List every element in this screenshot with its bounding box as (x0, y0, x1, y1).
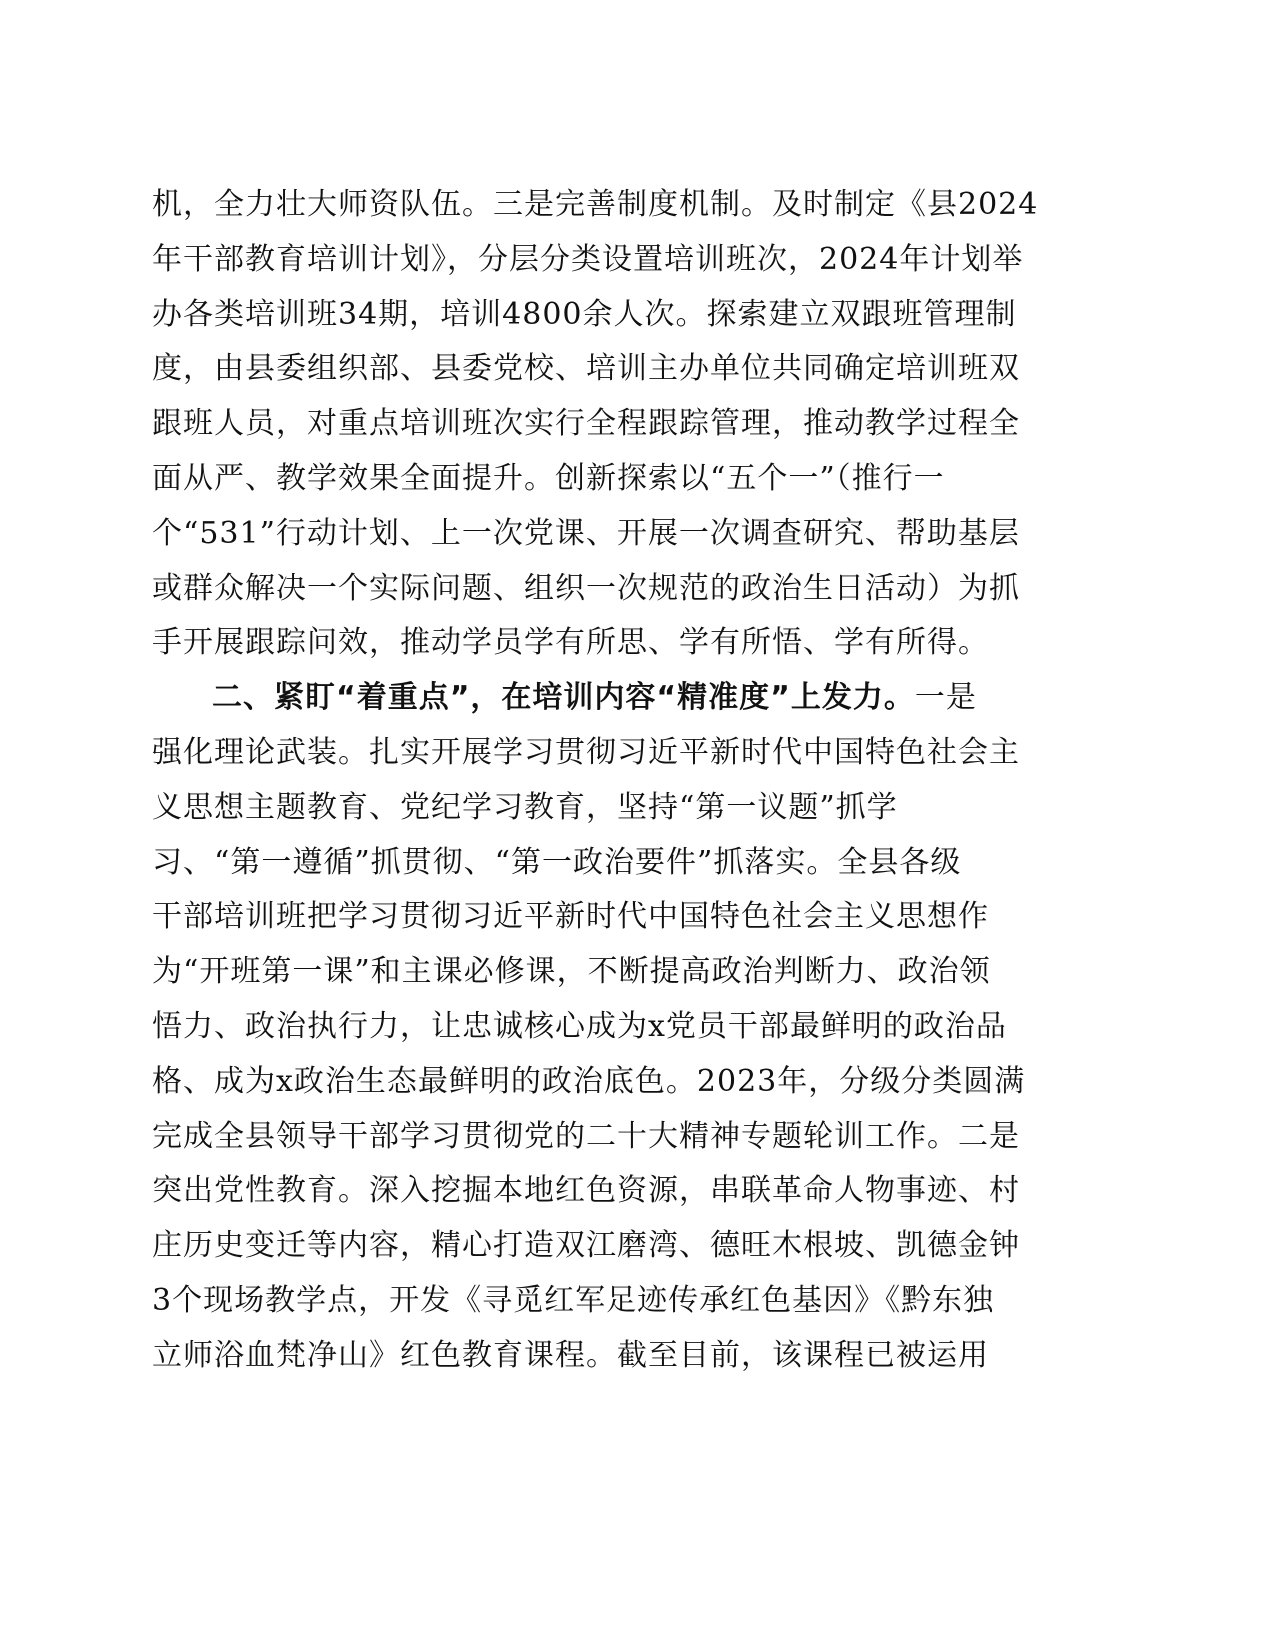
text-line: 年干部教育培训计划》，分层分类设置培训班次，2024年计划举 (152, 241, 1024, 277)
text-line: 或群众解决一个实际问题、组织一次规范的政治生日活动）为抓 (152, 570, 1020, 606)
text-line: 突出党性教育。深入挖掘本地红色资源，串联革命人物事迹、村 (152, 1173, 1020, 1209)
section-heading: 二、紧盯“着重点”，在培训内容“精准度”上发力。 (212, 680, 915, 716)
text-line: 强化理论武装。扎实开展学习贯彻习近平新时代中国特色社会主 (152, 734, 1020, 770)
text-line: 跟班人员，对重点培训班次实行全程跟踪管理，推动教学过程全 (152, 406, 1020, 442)
text-line: 庄历史变迁等内容，精心打造双江磨湾、德旺木根坡、凯德金钟 (152, 1228, 1020, 1264)
section-heading-line (152, 671, 1092, 726)
text-line: 义思想主题教育、党纪学习教育，坚持“第一议题”抓学 (152, 789, 898, 825)
text-line: 面从严、教学效果全面提升。创新探索以“五个一”（推行一 (152, 460, 945, 496)
text-line: 格、成为x政治生态最鲜明的政治底色。2023年，分级分类圆满 (152, 1063, 1026, 1099)
text-line: 机，全力壮大师资队伍。三是完善制度机制。及时制定《县2024 (152, 187, 1039, 222)
heading-continuation: 一是 (914, 680, 977, 716)
body-text (152, 178, 1092, 1384)
text-line: 个“531”行动计划、上一次党课、开展一次调查研究、帮助基层 (152, 515, 1020, 551)
text-line: 度，由县委组织部、县委党校、培训主办单位共同确定培训班双 (152, 351, 1020, 387)
text-line: 立师浴血梵净山》红色教育课程。截至目前，该课程已被运用 (152, 1337, 989, 1373)
text-line: 完成全县领导干部学习贯彻党的二十大精神专题轮训工作。二是 (152, 1118, 1020, 1154)
text-line: 干部培训班把学习贯彻习近平新时代中国特色社会主义思想作 (152, 899, 989, 935)
text-line: 手开展跟踪问效，推动学员学有所思、学有所悟、学有所得。 (152, 625, 989, 661)
text-line: 办各类培训班34期，培训4800余人次。探索建立双跟班管理制 (152, 296, 1017, 332)
text-line: 3个现场教学点，开发《寻觅红军足迹传承红色基因》《黔东独 (152, 1282, 995, 1318)
text-line: 为“开班第一课”和主课必修课，不断提高政治判断力、政治领 (152, 954, 991, 990)
text-line: 习、“第一遵循”抓贯彻、“第一政治要件”抓落实。全县各级 (152, 844, 962, 880)
text-line: 悟力、政治执行力，让忠诚核心成为x党员干部最鲜明的政治品 (152, 1008, 1007, 1044)
